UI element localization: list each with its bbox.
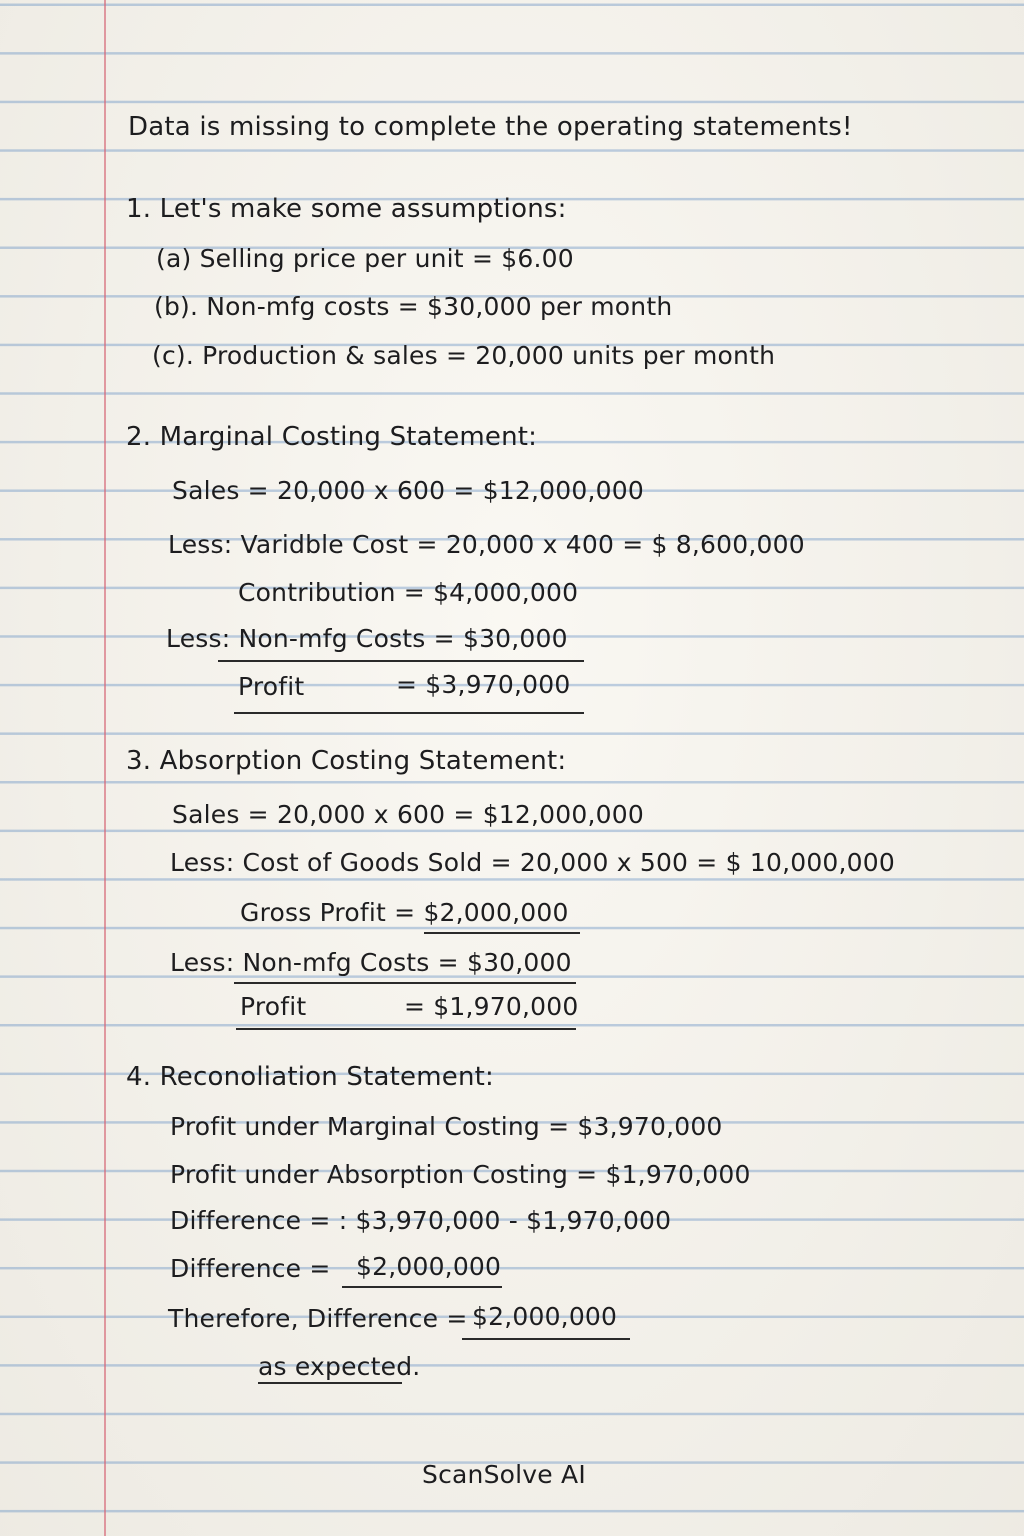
underline — [234, 982, 576, 984]
therefore-value: $2,000,000 — [472, 1302, 618, 1331]
marginal-sales: Sales = 20,000 x 600 = $12,000,000 — [172, 476, 644, 505]
reconciliation-heading: 4. Reconoliation Statement: — [126, 1062, 494, 1092]
absorption-cogs: Less: Cost of Goods Sold = 20,000 x 500 = $ 10,000,000 — [170, 848, 895, 877]
absorption-gross-profit: Gross Profit = $2,000,000 — [240, 898, 569, 927]
marginal-nonmfg: Less: Non-mfg Costs = $30,000 — [166, 624, 568, 653]
therefore-label: Therefore, Difference = — [168, 1304, 468, 1333]
underline — [342, 1286, 502, 1288]
reconciliation-difference-value: $2,000,000 — [356, 1252, 502, 1281]
reconciliation-difference-label: Difference = — [170, 1254, 331, 1283]
reconciliation-difference-calc: Difference = : $3,970,000 - $1,970,000 — [170, 1206, 672, 1235]
absorption-sales: Sales = 20,000 x 600 = $12,000,000 — [172, 800, 644, 829]
absorption-profit-value: = $1,970,000 — [404, 992, 579, 1021]
margin-line — [104, 0, 106, 1536]
absorption-profit-label: Profit — [240, 992, 307, 1021]
expected-note: as expected. — [258, 1352, 421, 1381]
footer-brand: ScanSolve AI — [422, 1460, 586, 1489]
underline — [462, 1338, 630, 1340]
marginal-heading: 2. Marginal Costing Statement: — [126, 422, 538, 452]
assumptions-heading: 1. Let's make some assumptions: — [126, 194, 567, 224]
marginal-profit-value: = $3,970,000 — [396, 670, 571, 699]
assumption-item: (b). Non-mfg costs = $30,000 per month — [154, 292, 673, 321]
reconciliation-marginal-profit: Profit under Marginal Costing = $3,970,000 — [170, 1112, 723, 1141]
underline — [236, 1028, 576, 1030]
absorption-heading: 3. Absorption Costing Statement: — [126, 746, 567, 776]
marginal-contribution: Contribution = $4,000,000 — [238, 578, 579, 607]
reconciliation-absorption-profit: Profit under Absorption Costing = $1,970,000 — [170, 1160, 751, 1189]
marginal-variable-cost: Less: Varidble Cost = 20,000 x 400 = $ 8,600,000 — [168, 530, 805, 559]
marginal-profit-label: Profit — [238, 672, 305, 701]
page-title: Data is missing to complete the operating statements! — [128, 112, 853, 142]
underline — [258, 1382, 402, 1384]
assumption-item: (c). Production & sales = 20,000 units per month — [152, 341, 776, 370]
absorption-nonmfg: Less: Non-mfg Costs = $30,000 — [170, 948, 572, 977]
assumption-item: (a) Selling price per unit = $6.00 — [156, 244, 574, 273]
underline — [424, 932, 580, 934]
underline — [234, 712, 584, 714]
underline — [218, 660, 584, 662]
